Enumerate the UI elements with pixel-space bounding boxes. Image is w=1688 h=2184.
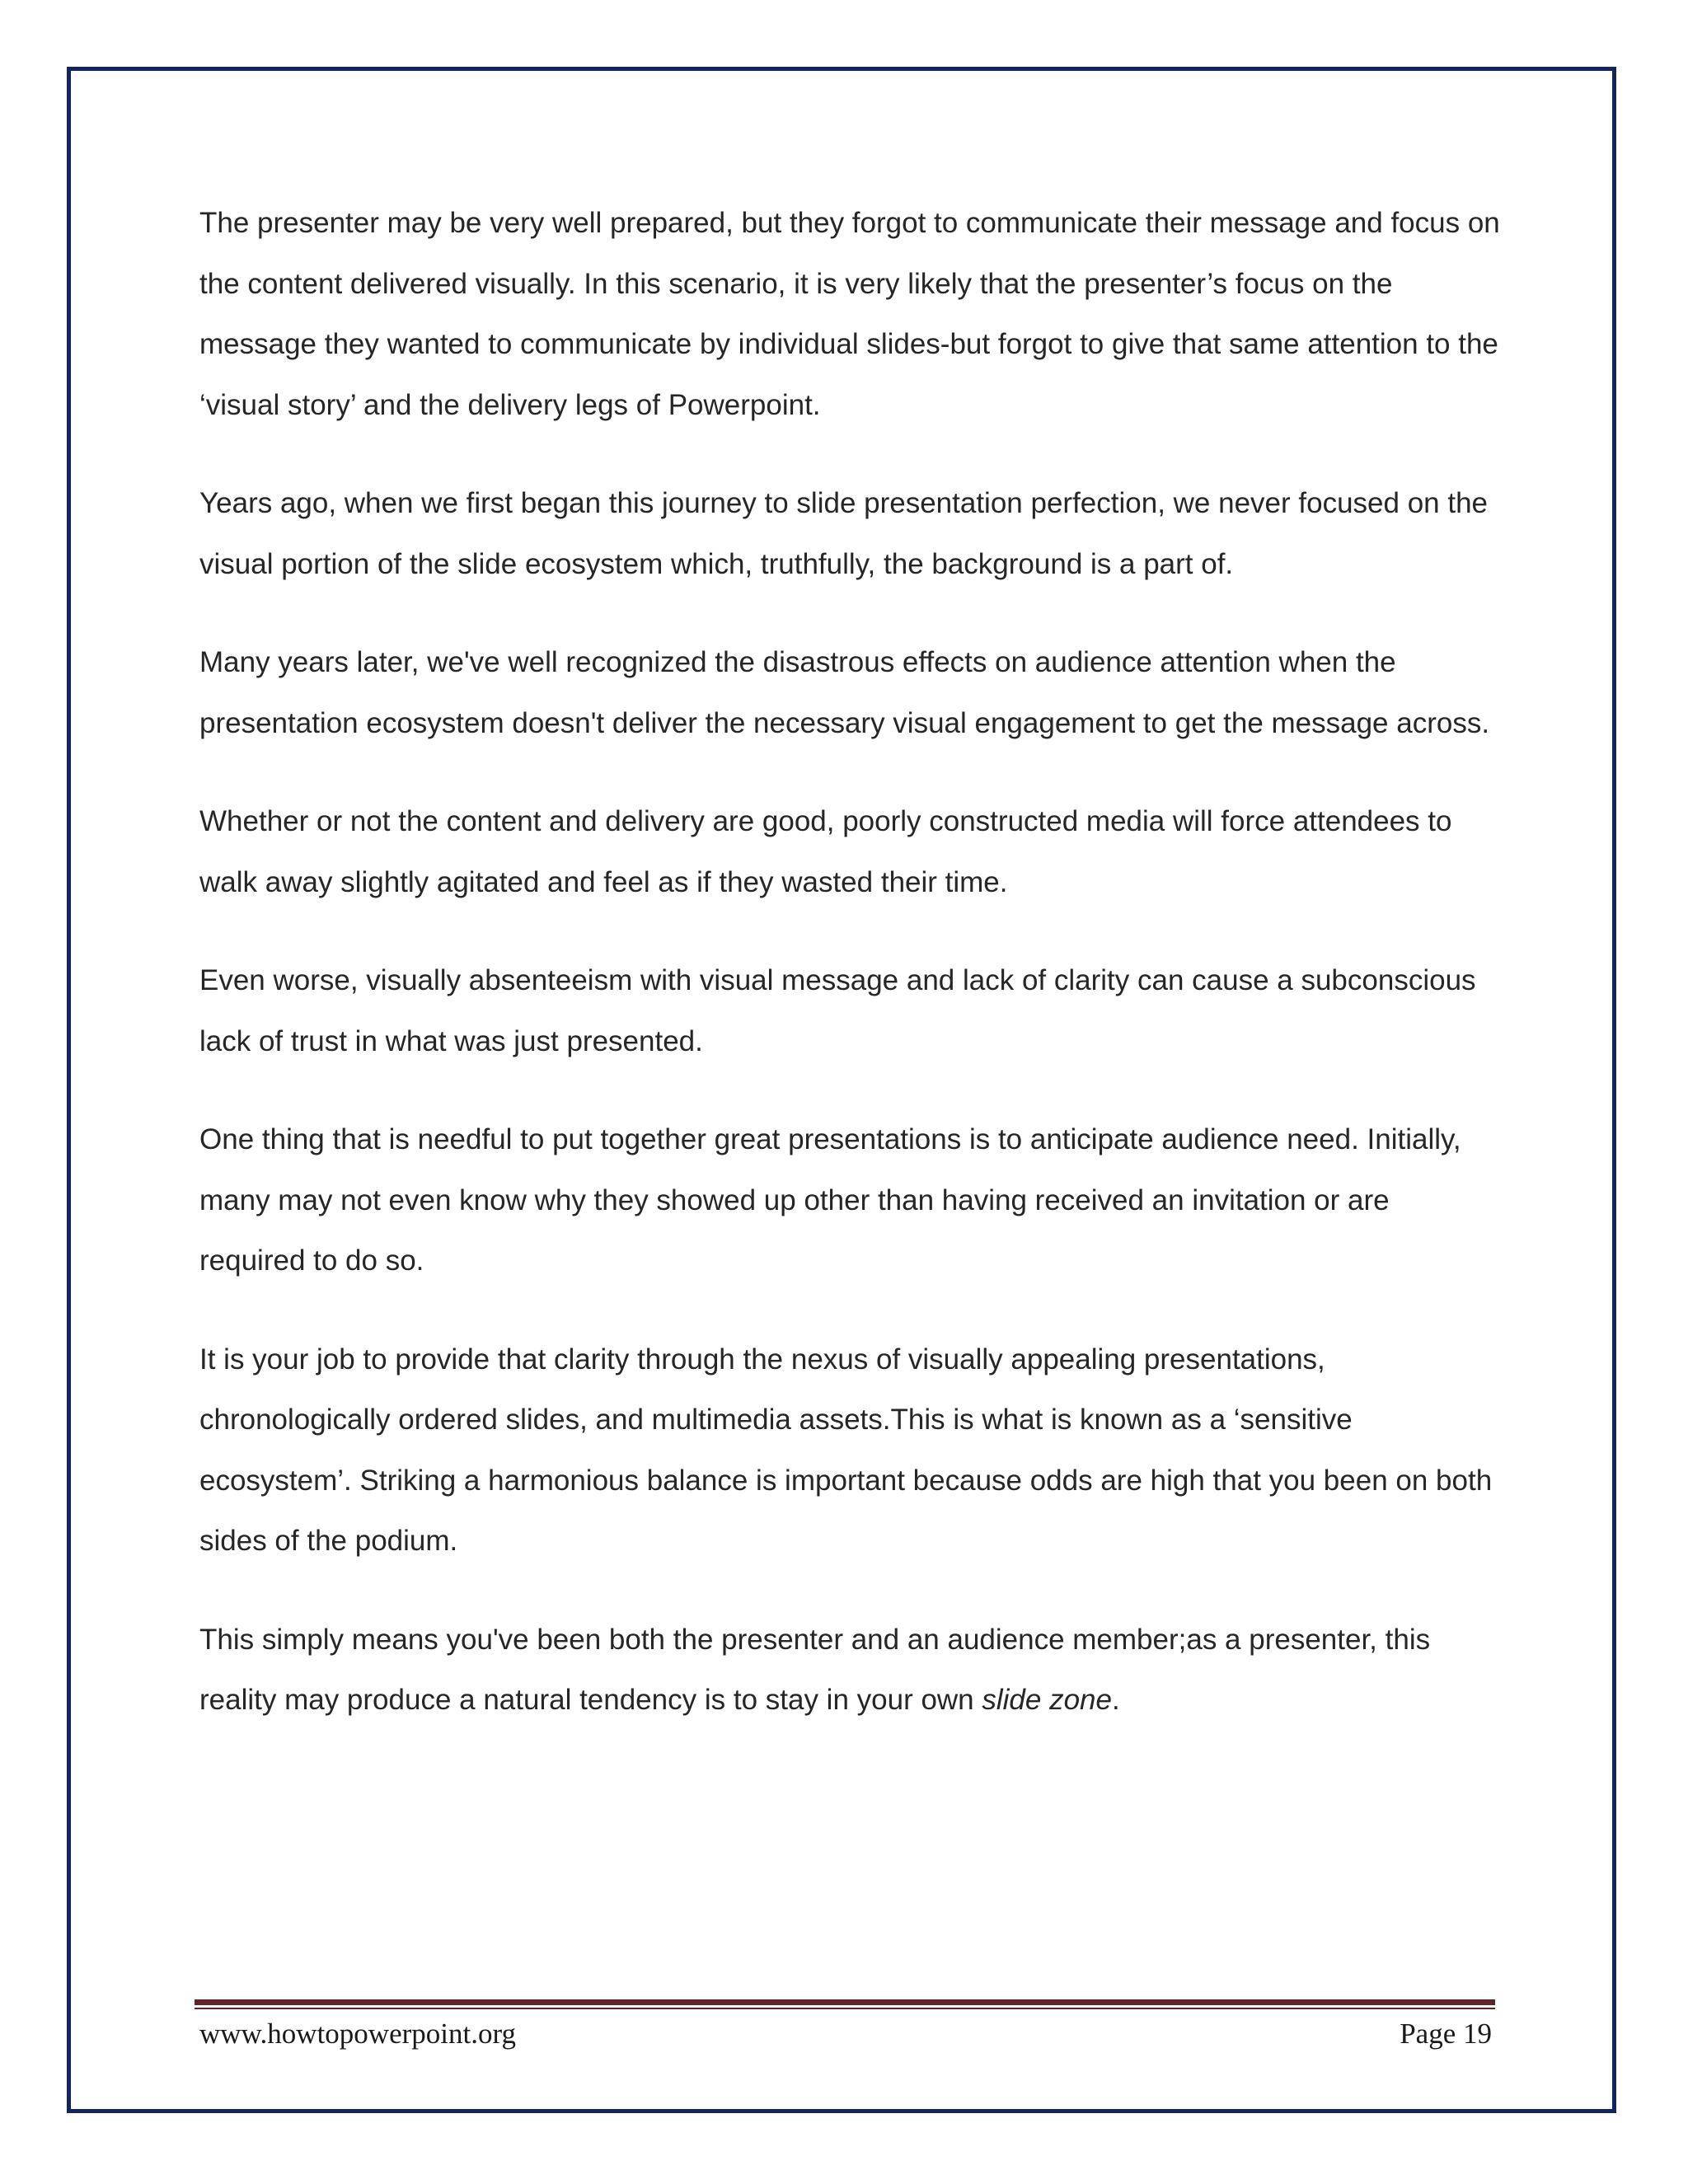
footer-rule-thin [195, 2008, 1495, 2009]
paragraph: The presenter may be very well prepared, but they forgot to communicate their message and focus on the content delivered visually. In this scenario, it is very likely that the presenter’s focus on the message they wanted to communicate by individual slides-but forgot to give that same attention to the ‘visual story’ and the delivery legs of Powerpoint. [199, 207, 1500, 421]
emphasis-text: slide zone [982, 1684, 1112, 1716]
paragraph: Even worse, visually absenteeism with visual message and lack of clarity can cause a subconscious lack of trust in what was just presented. [199, 964, 1476, 1057]
paragraph: Many years later, we've well recognized the disastrous effects on audience attention when the presentation ecosystem doesn't deliver the necessary visual engagement to get the message across. [199, 646, 1490, 739]
last-paragraph-end: . [1111, 1684, 1120, 1716]
paragraph: One thing that is needful to put together great presentations is to anticipate audience need. Initially, many may not even know why they showed up other than having received an invitation or are required to do so. [199, 1123, 1461, 1277]
paragraph: It is your job to provide that clarity through the nexus of visually appealing presentations, chronologically ordered slides, and multimedia assets.This is what is known as a ‘sensitive ecosystem’. Striking a harmonious balance is important because odds are high that you been on both sides of the podium. [199, 1343, 1493, 1557]
paragraph: Whether or not the content and delivery are good, poorly constructed media will force attendees to walk away slightly agitated and feel as if they wasted their time. [199, 805, 1452, 898]
footer-rule [195, 1999, 1495, 2005]
page-number: Page 19 [1400, 2018, 1492, 2050]
page-body [199, 193, 1502, 1769]
page-footer [199, 2014, 1492, 2054]
paragraph: Years ago, when we first began this journey to slide presentation perfection, we never focused on the visual portion of the slide ecosystem which, truthfully, the background is a part of. [199, 487, 1489, 580]
footer-website: www.howtopowerpoint.org [199, 2018, 516, 2050]
last-paragraph [199, 1610, 1502, 1731]
last-paragraph-text: This simply means you've been both the presenter and an audience member;as a presenter, this reality may produce a natural tendency is to stay in your own [199, 1623, 1431, 1716]
